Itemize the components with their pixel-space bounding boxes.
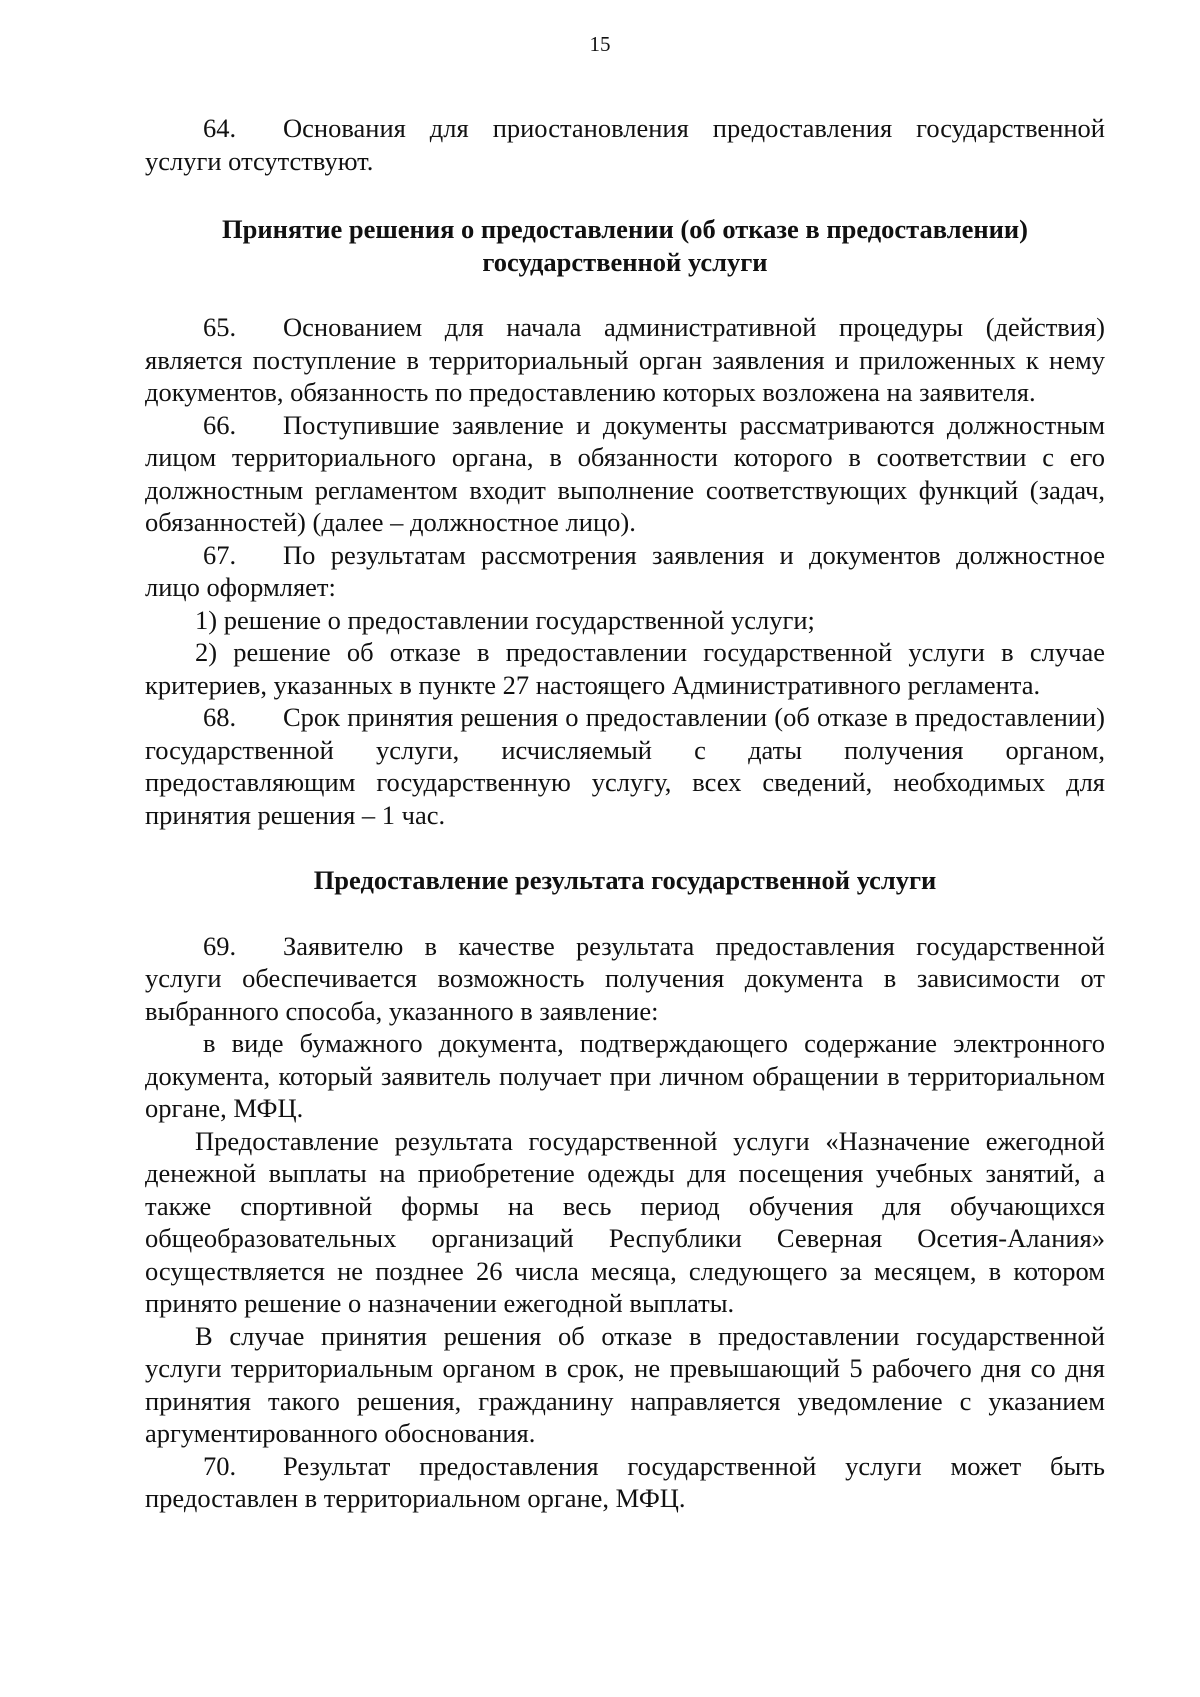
paragraph-69-result-deadline: Предоставление результата государственной услуги «Назначение ежегодной денежной выплаты на приобретение одежды для посещения учебных занятий, а также спортивной формы на весь период обучения для обучающихся общеобразовательных организаций Республики Северная Осетия-Алания» осуществляется не позднее 26 числа месяца, следующего за месяцем, в котором принято решение о назначении ежегодной выплаты. xyxy=(145,1125,1105,1318)
paragraph-69-paper-document: в виде бумажного документа, подтверждающего содержание электронного документа, который заявитель получает при личном обращении в территориальном органе, МФЦ. xyxy=(145,1028,1105,1123)
paragraph-number: 69. xyxy=(203,930,237,961)
paragraph-text: Заявителю в качестве результата предоставления государственной услуги обеспечивается возможность получения документа в зависимости от выбранного способа, указанного в заявление: xyxy=(145,930,1105,1026)
heading-line-1: Принятие решения о предоставлении (об отказе в предоставлении) xyxy=(222,214,1028,244)
section-heading-result: Предоставление результата государственной услуги xyxy=(313,865,937,895)
paragraph-64 xyxy=(145,112,1105,177)
paragraph-number: 66. xyxy=(203,409,237,440)
paragraph-text: Основанием для начала административной процедуры (действия) является поступление в территориальный орган заявления и приложенных к нему документов, обязанность по предоставлению которых возложена на заявителя. xyxy=(145,312,1105,407)
page-number: 15 xyxy=(589,32,611,56)
document-body xyxy=(145,112,1105,1515)
paragraph-70 xyxy=(145,1450,1105,1515)
paragraph-text: Основания для приостановления предоставления государственной услуги отсутствуют. xyxy=(145,113,1105,176)
paragraph-number: 70. xyxy=(203,1450,237,1481)
paragraph-69-refusal-notice: В случае принятия решения об отказе в предоставлении государственной услуги территориальным органом в срок, не превышающий 5 рабочего дня со дня принятия такого решения, гражданину направляется уведомление с указанием аргументированного обоснования. xyxy=(145,1320,1105,1448)
list-item-2: 2) решение об отказе в предоставлении государственной услуги в случае критериев, указанных в пункте 27 настоящего Административного регламента. xyxy=(145,637,1105,700)
section-heading-decision xyxy=(145,213,1105,278)
paragraph-text: По результатам рассмотрения заявления и документов должностное лицо оформляет: xyxy=(145,539,1105,602)
paragraph-number: 64. xyxy=(203,113,237,143)
paragraph-65 xyxy=(145,311,1105,409)
paragraph-text: Срок принятия решения о предоставлении (об отказе в предоставлении) государственной услуги, исчисляемый с даты получения органом, предоставляющим государственную услугу, всех сведений, необходимых для принятия решения – 1 час. xyxy=(145,702,1105,830)
paragraph-number: 68. xyxy=(203,702,237,732)
paragraph-67 xyxy=(145,539,1105,604)
paragraph-number: 65. xyxy=(203,312,237,342)
heading-line-2: государственной услуги xyxy=(482,246,768,277)
paragraph-69 xyxy=(145,930,1105,1028)
paragraph-68 xyxy=(145,701,1105,831)
paragraph-text: Результат предоставления государственной услуги может быть предоставлен в территориальном органе, МФЦ. xyxy=(145,1450,1105,1513)
list-item-1: 1) решение о предоставлении государственной услуги; xyxy=(195,604,815,635)
paragraph-66 xyxy=(145,409,1105,539)
paragraph-number: 67. xyxy=(203,539,237,570)
paragraph-text: Поступившие заявление и документы рассматриваются должностным лицом территориального органа, в обязанности которого в соответствии с его должностным регламентом входит выполнение соответствующих функций (задач, обязанностей) (далее – должностное лицо). xyxy=(145,409,1105,537)
